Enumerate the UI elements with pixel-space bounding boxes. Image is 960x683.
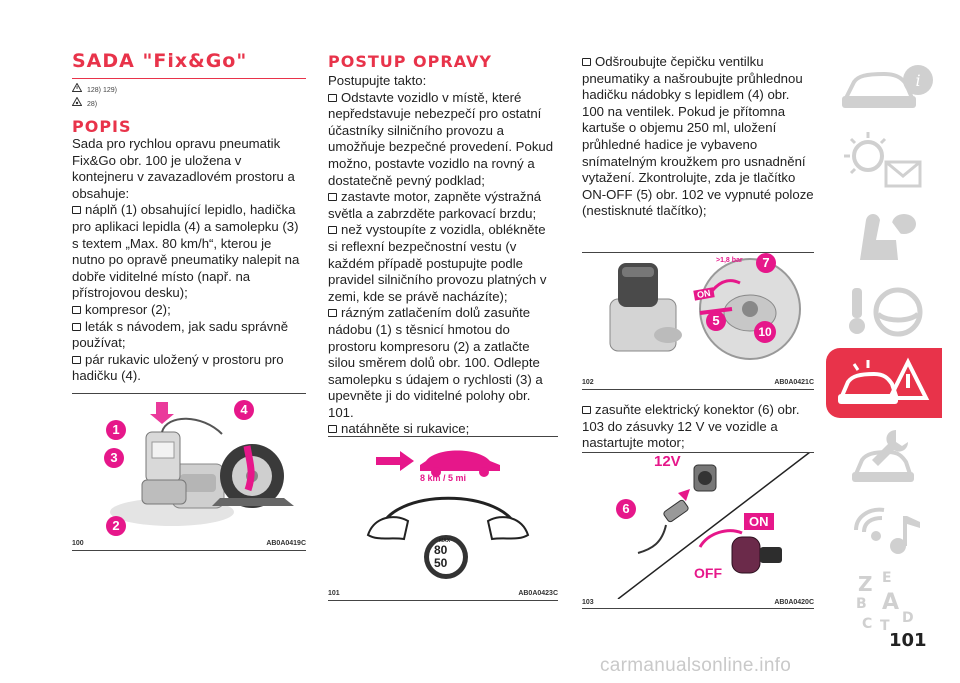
sidebar-item-safety[interactable] (826, 200, 942, 270)
intro-text: Postupujte takto: (328, 73, 427, 88)
warning-ref-1: 128) 129) (87, 86, 117, 94)
figure-number: 102 (582, 379, 594, 386)
figure-number: 101 (328, 590, 340, 597)
index-letter: A (882, 590, 900, 615)
sticker-50-value: 50 (434, 556, 448, 570)
figure-number: 103 (582, 599, 594, 606)
figure-code: AB0A0420C (774, 599, 814, 606)
chapter-index-sidebar (826, 52, 942, 644)
pressure-label: >1,8 bar (716, 257, 743, 264)
subsection-title: POPIS (72, 117, 132, 136)
list-item: natáhněte si rukavice; (328, 421, 558, 438)
figure-code: AB0A0419C (266, 540, 306, 547)
sticker-max-label: MAX (439, 538, 451, 544)
list-item: zastavte motor, zapněte výstražná světla a zabrzděte parkovací brzdu; (328, 189, 542, 221)
callout-2: 2 (106, 516, 126, 536)
figure-101 (328, 437, 558, 601)
12v-label: 12V (654, 453, 681, 470)
figure-100 (72, 394, 306, 551)
column-continued-2 (582, 402, 814, 452)
index-letter: C (862, 616, 873, 632)
on-button-label: ON (693, 287, 714, 300)
airbag-seat-icon (826, 200, 942, 270)
page-number: 101 (889, 630, 927, 651)
compressor-button-illustration (582, 253, 814, 379)
checkbox-icon (328, 193, 337, 201)
list-item: Odšroubujte čepičku ventilku pneumatiky a našroubujte průhlednou hadičku nádobky s lepidlem (4) obr. 100 na ventilek. Pokud je přítomna kartuše o objemu 250 ml, uložení průhledné hadice je vybaveno snímatelným kroužkem pro usnadnění vytažení. Zkontrolujte, zda je tlačítko ON-OFF (5) obr. 102 ve vypnuté poloze (nestisknuté tlačítko); (582, 54, 814, 219)
checkbox-icon (72, 323, 81, 331)
figure-103 (582, 453, 814, 609)
index-letter: B (856, 596, 867, 612)
callout-10: 10 (754, 321, 776, 343)
callout-4: 4 (234, 400, 254, 420)
callout-5: 5 (706, 311, 726, 331)
sidebar-item-starting-driving[interactable] (826, 274, 942, 344)
svg-text:i: i (915, 71, 921, 90)
figure-code: AB0A0421C (774, 379, 814, 386)
key-steering-icon (826, 274, 942, 344)
callout-7: 7 (756, 253, 776, 273)
intro-text: Sada pro rychlou opravu pneumatik Fix&Go obr. 100 je uložena v kontejneru v zavazadlovém prostoru a obsahuje: (72, 136, 295, 201)
car-emergency-icon (826, 348, 942, 418)
checkbox-icon (72, 356, 81, 364)
sidebar-item-multimedia[interactable] (826, 496, 942, 566)
sidebar-item-maintenance[interactable] (826, 422, 942, 492)
callout-1: 1 (106, 420, 126, 440)
checkbox-icon (328, 226, 337, 234)
wrench-car-icon (826, 422, 942, 492)
index-letter: Z (858, 572, 873, 596)
callout-3: 3 (104, 448, 124, 468)
callout-6: 6 (616, 499, 636, 519)
column-continued (582, 54, 814, 220)
list-item: leták s návodem, jak sadu správně používat; (72, 318, 289, 351)
warning-lights-icon (826, 126, 942, 196)
index-letter: E (882, 570, 892, 586)
sidebar-item-emergency[interactable] (826, 348, 942, 418)
warning-ref-2: 28) (87, 100, 98, 108)
watermark-text: carmanualsonline.info (600, 655, 792, 676)
checkbox-icon (582, 406, 591, 414)
warning-references (72, 83, 306, 111)
list-item: náplň (1) obsahující lepidlo, hadička pro aplikaci lepidla (4) a samolepku (3) s textem „Max. 80 km/h“, kterou je nutno po opravě pneumatiky nalepit na dobře viditelné místo (např. na přístrojovou desku); (72, 202, 300, 301)
index-letter: T (880, 618, 890, 634)
column-repair-procedure (328, 50, 558, 438)
multimedia-icon (826, 496, 942, 566)
checkbox-icon (582, 58, 591, 66)
checkbox-icon (72, 206, 81, 214)
list-item: než vystoupíte z vozidla, oblékněte si reflexní bezpečnostní vestu (v každém případě postupujte podle pravidel silničního provozu platných v zemi, kde se právě nacházíte); (328, 222, 547, 304)
list-item: zasuňte elektrický konektor (6) obr. 103 do zásuvky 12 V ve vozidle a nastartujte motor; (582, 402, 800, 451)
on-label: ON (744, 513, 774, 530)
figure-code: AB0A0423C (518, 590, 558, 597)
car-info-icon (826, 52, 942, 122)
checkbox-icon (328, 309, 337, 317)
figure-number: 100 (72, 540, 84, 547)
checkbox-icon (72, 306, 81, 314)
list-item: pár rukavic uložený v prostoru pro hadičku (4). (72, 351, 284, 384)
checkbox-icon (328, 425, 337, 433)
sticker-80-value: 80 (434, 543, 448, 557)
sidebar-item-warning-lights[interactable] (826, 126, 942, 196)
list-item: rázným zatlačením dolů zasuňte nádobu (1) s těsnicí hmotou do prostoru kompresoru (2) a zatlačte silou směrem dolů obr. 100. Odlepte samolepku s údajem o rychlosti (3) a upevněte ji do viditelné polohy obr. 101. (328, 305, 543, 420)
figure-102 (582, 253, 814, 390)
caution-hand-icon (72, 97, 83, 111)
checkbox-icon (328, 94, 337, 102)
column-description (72, 50, 306, 385)
speed-label: 8 km / 5 mi (420, 473, 467, 483)
section-title: POSTUP OPRAVY (328, 52, 492, 71)
off-label: OFF (694, 565, 722, 581)
list-item: kompresor (2); (72, 302, 306, 319)
index-letter: D (902, 610, 914, 626)
sidebar-item-car-info[interactable] (826, 52, 942, 122)
list-item: Odstavte vozidlo v místě, které nepředstavuje nebezpečí pro ostatní účastníky silničního provozu a umožňuje bezpečné provedení. Pokud možno, postavte vozidlo na rovný a dostatečně pevný podklad; (328, 89, 554, 188)
section-title: SADA "Fix&Go" (72, 50, 306, 79)
warning-triangle-icon (72, 83, 83, 97)
